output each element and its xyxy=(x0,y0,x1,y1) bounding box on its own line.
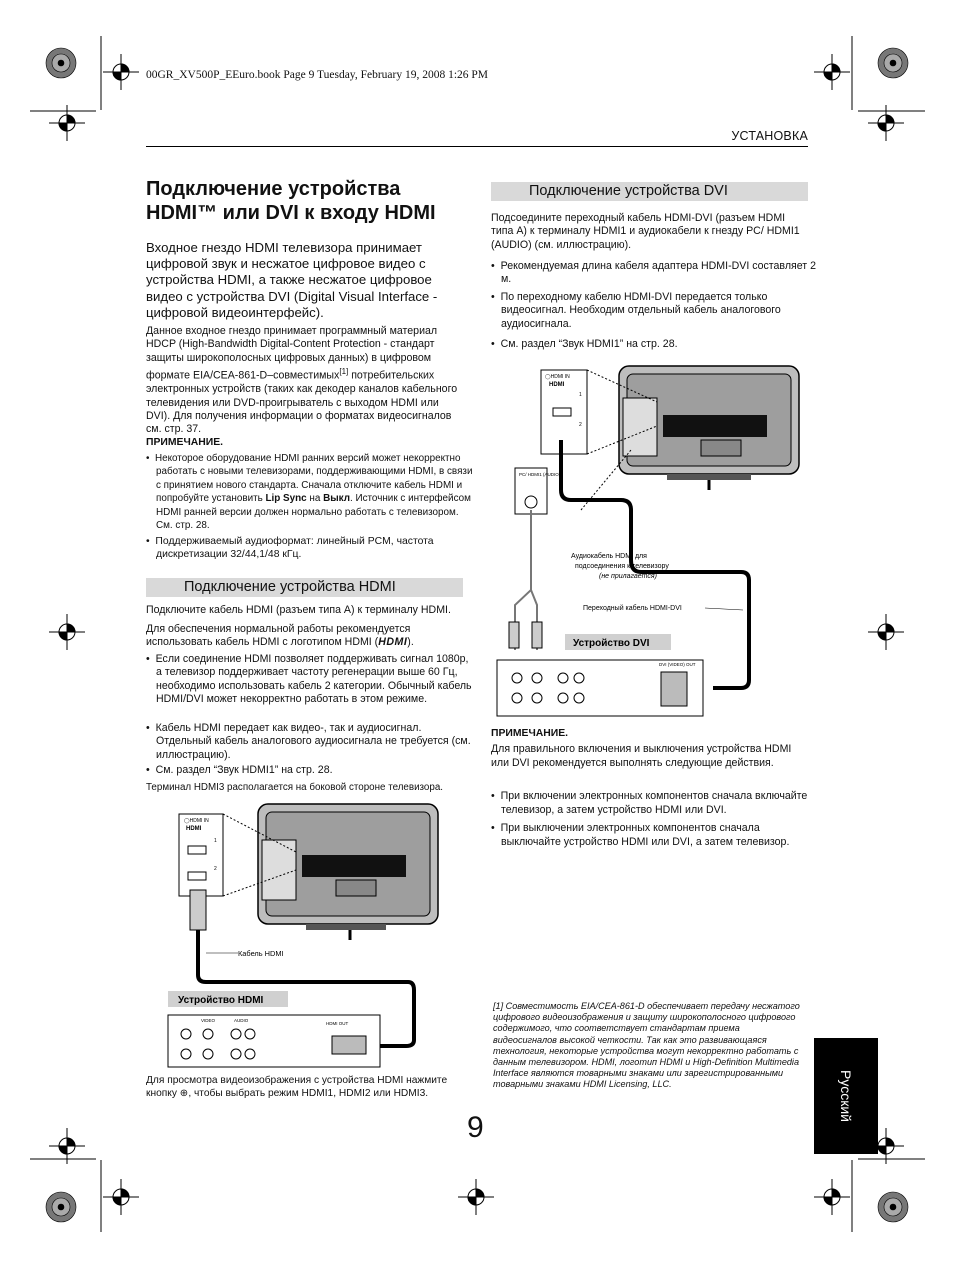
pc-audio-label: PC/ HDMI1 (AUDIO) xyxy=(519,472,561,477)
hdmi-b3-text: См. раздел “Звук HDMI1” на стр. 28. xyxy=(155,764,333,776)
dvi-note-b2-text: При выключении электронных компонентов сначала выключайте устройство HDMI или DVI, а затем телевизор. xyxy=(500,822,790,848)
hdmi-connection-diagram xyxy=(146,800,466,1070)
hdmi-bullet-1: • Если соединение HDMI позволяет поддерживать сигнал 1080p, а телевизор поддерживает частоту регенерации выше 60 Гц, необходимо использовать кабель 2 категории. Обычный кабель HDMI/DVI может некорректно работать в этом режиме. xyxy=(146,653,472,706)
dvi-b1-text: Рекомендуемая длина кабеля адаптера HDMI-DVI составляет 2 м. xyxy=(500,260,816,286)
dvi-bullet-3: • См. раздел “Звук HDMI1” на стр. 28. xyxy=(491,338,678,350)
dvi-note-paragraph: Для правильного включения и выключения устройства HDMI или DVI рекомендуется выполнять следующие действия. xyxy=(491,743,792,769)
hdmi-p1: Подключите кабель HDMI (разъем типа A) к терминалу HDMI. xyxy=(146,604,451,616)
section-label: УСТАНОВКА xyxy=(731,129,808,143)
lip-sync-term: Lip Sync xyxy=(265,493,307,505)
hdmi-p2-text: Для обеспечения нормальной работы рекомендуется использовать кабель HDMI с логотипом HDMI ( xyxy=(146,623,411,649)
video-label: VIDEO xyxy=(201,1018,216,1023)
hdmi-b2-text: Кабель HDMI передает как видео-, так и аудиосигнал. Отдельный кабель аналогового аудиосигнала не требуется (см. иллюстрацию). xyxy=(155,722,471,761)
dvi-note-b1-text: При включении электронных компонентов сначала включайте телевизор, а затем устройство HDMI или DVI. xyxy=(500,790,808,816)
footnote-ref: [1] xyxy=(339,367,349,377)
file-header-line: 00GR_XV500P_EEuro.book Page 9 Tuesday, February 19, 2008 1:26 PM xyxy=(146,69,489,81)
note-item-2: • Поддерживаемый аудиоформат: линейный PCM, частота дискретизации 32/44,1/48 кГц. xyxy=(146,536,434,560)
svg-text:HDMI: HDMI xyxy=(549,382,565,388)
hdmi-logo-inline: HDMI xyxy=(378,636,408,649)
bottom-text-b: , чтобы выбрать режим HDMI1, HDMI2 или HDMI3. xyxy=(188,1088,429,1100)
language-tab-label: Русский xyxy=(838,1070,854,1122)
audio-cable-label-1: Аудиокабель HDMI для xyxy=(571,553,647,560)
dvi-b2-text: По переходному кабелю HDMI-DVI передается только видеосигнал. Необходим отдельный кабель аналогового аудиосигнала. xyxy=(500,291,781,330)
note-item-1: • Некоторое оборудование HDMI ранних версий может некорректно работать с новыми телевизорами, поддерживающими HDMI, в связи с принятием нового стандарта. Сначала отключите кабель HDMI и попробуйте установить Lip Sync на Выкл. Источник с интерфейсом HDMI ранней версии должен нормально работать с телевизором. См. стр. 28. xyxy=(146,453,473,532)
hdmi-device-rear-panel xyxy=(168,1015,380,1067)
hdmi-bottom-instruction xyxy=(146,1074,466,1101)
dvi-bullet-1: • Рекомендуемая длина кабеля адаптера HDMI-DVI составляет 2 м. xyxy=(491,260,816,286)
hdmi-p2-end: ). xyxy=(407,636,414,649)
svg-text:◯HDMI IN: ◯HDMI IN xyxy=(545,374,570,380)
hdmi-input-panel-2 xyxy=(541,370,587,454)
svg-text:2: 2 xyxy=(579,422,582,428)
hdcp-paragraph xyxy=(146,325,464,437)
audio-cable-label-3: (не прилагается) xyxy=(599,573,657,580)
dvi-b3-text: См. раздел “Звук HDMI1” на стр. 28. xyxy=(500,338,678,350)
svg-text:1: 1 xyxy=(214,838,217,844)
input-source-icon: ⊕ xyxy=(179,1088,189,1100)
hdmi-device-label: Устройство HDMI xyxy=(178,995,264,1006)
svg-text:◯HDMI IN: ◯HDMI IN xyxy=(184,818,209,824)
hdmi-cable-label: Кабель HDMI xyxy=(238,949,284,958)
page-title-line-2: HDMI™ или DVI к входу HDMI xyxy=(146,202,436,224)
dvi-p1: Подсоедините переходный кабель HDMI-DVI (разъем HDMI типа A) к терминалу HDMI1 и аудиокабели к гнезду PC/ HDMI1 (AUDIO) (см. иллюстрацию). xyxy=(491,212,800,251)
hdmi-p3: Терминал HDMI3 располагается на боковой стороне телевизора. xyxy=(146,782,443,793)
dvi-out-label: DVI (VIDEO) OUT xyxy=(659,662,696,667)
lead-paragraph: Входное гнездо HDMI телевизора принимает цифровой звук и несжатое цифровое видео с устройства HDMI, а также несжатое цифровое видео с устройства DVI (Digital Visual Interface - цифровой видеоинтерфейс). xyxy=(146,240,438,320)
dvi-bullet-2: • По переходному кабелю HDMI-DVI передается только видеосигнал. Необходим отдельный кабель аналогового аудиосигнала. xyxy=(491,291,781,330)
page-title-line-1: Подключение устройства xyxy=(146,178,401,200)
off-term: Выкл xyxy=(323,493,350,505)
dvi-note-bullet-2: • При выключении электронных компонентов сначала выключайте устройство HDMI или DVI, а затем телевизор. xyxy=(491,822,790,848)
svg-text:2: 2 xyxy=(214,866,217,872)
note1-end: . Источник с интерфейсом HDMI ранней версии должен нормально работать с телевизором. См. стр. 28. xyxy=(156,493,471,532)
hdmi-b1-text: Если соединение HDMI позволяет поддерживать сигнал 1080p, а телевизор поддерживает частоту регенерации выше 60 Гц, необходимо использовать кабель 2 категории. Обычный кабель HDMI/DVI может некорректно работать в этом режиме. xyxy=(155,653,472,706)
adapter-cable-label: Переходный кабель HDMI-DVI xyxy=(583,605,682,612)
header-rule xyxy=(146,146,808,147)
svg-text:1: 1 xyxy=(579,392,582,398)
tv-back-illustration xyxy=(258,804,438,940)
note2-text: Поддерживаемый аудиоформат: линейный PCM, частота дискретизации 32/44,1/48 кГц. xyxy=(155,536,434,560)
dvi-note-bullet-1: • При включении электронных компонентов сначала включайте телевизор, а затем устройство HDMI или DVI. xyxy=(491,790,808,816)
audio-cable-label-2: подсоединения к телевизору xyxy=(575,563,669,570)
language-tab xyxy=(814,1038,878,1154)
page-title xyxy=(146,177,476,225)
note-heading-left: ПРИМЕЧАНИЕ. xyxy=(146,437,224,448)
svg-text:HDMI: HDMI xyxy=(186,826,202,832)
hdmi-bullet-3: • См. раздел “Звук HDMI1” на стр. 28. xyxy=(146,764,333,776)
bottom-text-a: Для просмотра видеоизображения с устройства HDMI нажмите кнопку xyxy=(146,1075,448,1100)
hdmi-section-bar: Подключение устройства HDMI xyxy=(146,578,463,597)
hdcp-text-a: Данное входное гнездо принимает программный материал HDCP (High-Bandwidth Digital-Content Protection - стандарт защиты широкополосных цифровых данных) в цифровом формате EIA/CEA-861-D–совместимых xyxy=(146,325,438,382)
hdmi-out-label: HDMI OUT xyxy=(326,1021,349,1026)
note1-text: Некоторое оборудование HDMI ранних версий может некорректно работать с новыми телевизорами, поддерживающими HDMI, в связи с принятием нового стандарта. Сначала отключите кабель HDMI и попробуйте установить xyxy=(154,453,473,505)
dvi-device-rear-panel xyxy=(497,660,703,716)
page-number: 9 xyxy=(467,1111,484,1144)
footnote: [1] Совместимость EIA/CEA-861-D обеспечивает передачу несжатого цифрового видеоизображения и защиту широкополосного цифрового содержимого, что соответствует стандартам приема видеосигналов высокой четкости. Так как это развивающаяся технология, некоторые устройства могут некорректно работать с данным телевизором. HDMI, логотип HDMI и High-Definition Multimedia Interface являются товарными знаками или зарегистрированными товарными знаками HDMI Licensing, LLC. xyxy=(493,1001,800,1090)
dvi-section-bar: Подключение устройства DVI xyxy=(491,182,808,201)
hdmi-bullet-2: • Кабель HDMI передает как видео-, так и аудиосигнал. Отдельный кабель аналогового аудиосигнала не требуется (см. иллюстрацию). xyxy=(146,722,471,761)
hdcp-text-b: потребительских электронных устройств (таких как декодер каналов кабельного телевидения или DVD-проигрыватель с выходом HDMI или DVI). Для получения информации о форматах видеосигналов см. стр. 37. xyxy=(146,369,458,436)
tv-back-illustration-2 xyxy=(619,366,799,490)
audio-label: AUDIO xyxy=(234,1018,249,1023)
hdmi-input-panel xyxy=(179,814,223,896)
note1-on: на xyxy=(306,493,324,505)
dvi-connection-diagram xyxy=(491,360,811,720)
dvi-device-label: Устройство DVI xyxy=(573,638,650,649)
hdmi-p2 xyxy=(146,623,464,650)
note-heading-right: ПРИМЕЧАНИЕ. xyxy=(491,728,569,739)
